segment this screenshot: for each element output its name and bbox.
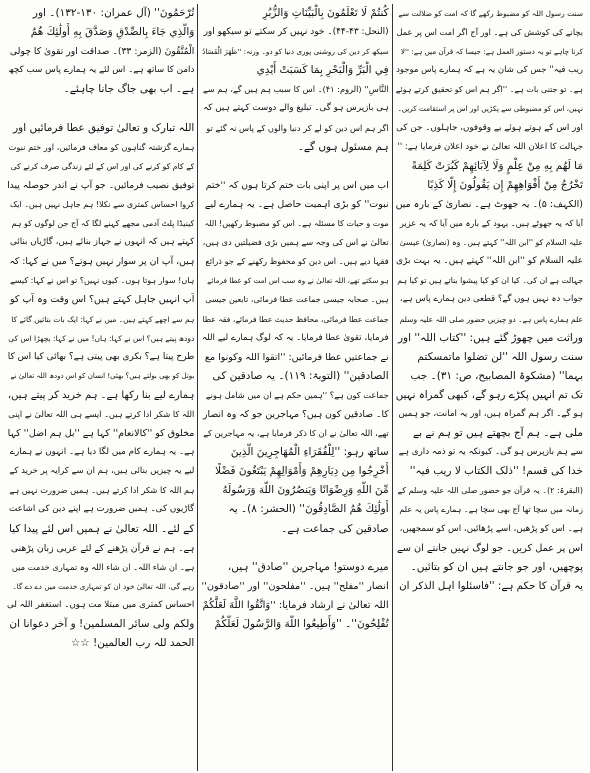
text-line: جواب دہ نہیں ہوں گے؟ قطعی دین ہمارے پاس ہے، <box>399 294 583 305</box>
text-line: مِّنَ اللَّهِ وَرِضْوَانًا وَيَنصُرُونَ اللَّهَ وَرَسُولَهُ <box>222 484 389 497</box>
text-column-left <box>4 4 197 771</box>
text-line: ہمارے گزشتہ گناہوں کو معاف فرمائیں، اور ختم نبوت <box>8 141 195 152</box>
text-line <box>7 99 194 118</box>
text-line: اور اس کے ہوتے ہوئے بے وقوفوں، جاہلوں۔ جن کی <box>396 122 583 133</box>
text-line: آیا کہ یہ جھوٹے ہیں۔ یہود کے بارہ میں آیا کہ یہ عزیر <box>399 218 583 229</box>
text-line: مخلوق کو ''کالانعام'' کہا ہے ''بل ہم اضل'' کہا <box>7 428 195 440</box>
text-column-middle <box>198 4 391 771</box>
text-line: صادقین کی جماعت ہے۔ <box>281 522 389 535</box>
text-line: تُرْحَمُونَ'' (آل عمران: ۱۳۰-۱۳۲)۔ اور <box>32 7 195 19</box>
text-line: الحمد للہ رب العالمین! ☆☆ <box>70 637 195 650</box>
text-line: جہالت کا اعلان اللہ تعالیٰ نے خود اعلان فرمایا ہے: '' <box>397 141 583 152</box>
text-line: ہے۔ یہ ہمارے کام میں لگا دیا ہے۔ انہوں نے ہمارے <box>9 447 195 458</box>
text-line: سنت رسول اللہ ''لن تضلوا ماتمسکتم <box>417 350 583 363</box>
text-line: اللہ تعالیٰ نے ارشاد فرمایا: ''وَاتَّقُوا اللَّهَ لَعَلَّكُمْ <box>202 599 389 611</box>
text-line: زمانہ میں سچا تھا آج بھی سچا ہے۔ ہمارے پاس یہ علم <box>399 505 583 515</box>
text-line: ہم مسئول ہوں گے۔ <box>297 140 389 153</box>
text-line: ہیں، آپ ان پر سوار نہیں ہوتے؟ میں نے کہا: کہ <box>9 256 195 268</box>
text-line: ریب فیہ'' جس کی شان یہ ہے کہ ہمارے پاس موجود <box>396 65 583 76</box>
text-line: ہیں۔ صحابہ جیسی جماعت عطا فرمائی، تابعین جیسی <box>205 295 389 305</box>
text-line: (الکہف: ۵)۔ یہ جھوٹ ہے۔ نصاریٰ کے بارہ میں <box>395 198 583 210</box>
text-column-right <box>393 4 586 771</box>
text-line: کرنا چاہے تو یہ دستور العمل ہے: جیسا کہ قرآن میں ہے: ''لا <box>400 47 583 57</box>
text-line: الْمُتَّقُونَ (الزمر: ۳۳)۔ صداقت اور تقویٰ کا چولی <box>9 46 195 58</box>
text-line: ہے۔ ان شاء اللہ۔ ان شاء اللہ وہ تمہاری خدمت میں <box>11 561 195 572</box>
text-line: سنت رسول اللہ کو مضبوط رکھے گا کہ امت کو ضلالت سے <box>398 9 583 18</box>
text-line: توفیق نصیب فرمائیں۔ جو آپ نے اندر حوصلہ پیدا <box>7 179 195 191</box>
text-line: بوتل کو بھی بولتے ہیں؟ بھئی! انسان کو اس دودھ اللہ تعالیٰ نے <box>10 371 195 380</box>
text-line: موت و حیات کا مسئلہ ہے۔ اس کو مضبوط رکھیں! اللہ <box>204 219 389 229</box>
text-line: ہاں! سوار ہوتا ہوں۔ کیوں نہیں؟ تو اس نے کہا: کیسے <box>10 276 195 286</box>
text-line: جماعت عطا فرمائی، محافظ حدیث عطا فرمائے، فقہ عطا <box>202 314 389 324</box>
text-line: اس پر عمل کریں۔ جو لوگ نہیں جانتے ان سے <box>396 542 583 554</box>
text-line: پوچھیں، اور جو جانتے ہیں ان کو بتائیں۔ <box>410 560 583 573</box>
text-line: سیکھ کر دین کی روشنی پوری دنیا کو دو۔ ورنہ: ''ظَهَرَ الْفَسَادُ <box>202 47 389 57</box>
text-line: (النحل: ۴۳-۴۴)۔ خود نہیں کر سکتے تو سیکھو اور <box>203 27 389 38</box>
text-line: کروا احساس کمتری سے نکلا! ہم جاہل نہیں ہیں۔ ایک <box>10 199 195 209</box>
text-line: فِي الْبَرِّ وَالْبَحْرِ بِمَا كَسَبَتْ أَيْدِي <box>256 64 389 77</box>
text-line: اللہ کا شکر ادا کرتے ہیں۔ ایسے ہی اللہ تعالیٰ نے اپنی <box>8 408 195 419</box>
text-line: تھے، اللہ تعالیٰ نے ان کا ذکر فرمایا ہے، یہ مہاجرین کے <box>203 428 389 439</box>
text-line: خدا کی قسم! ''ذلک الکتاب لا ریب فیہ'' <box>409 465 583 478</box>
text-line: طرح پیتا ہے؟ بکری بھی پیتی ہے؟ بھائی کیا اس کا <box>7 351 195 362</box>
text-line: سے ہم بازپرس ہو گی۔ کیونکہ یہ تو ذمہ داری ہے <box>398 447 583 458</box>
text-line: ہو سکتے تھے، اللہ تعالیٰ نے وہ سب اس امت کو عطا فرمائے <box>207 276 389 286</box>
text-line: احساس کمتری میں مبتلا مت ہوں۔ استغفر اللہ لی <box>7 599 195 610</box>
text-line: علم ہمارے پاس ہے۔ دو چیزیں حضور صلی اللہ علیہ وسلم <box>399 314 583 324</box>
text-line: گاڑیوں کی۔ ہمیں ضرورت ہے اپنے دین کی اشاعت <box>9 504 195 515</box>
text-line: وراثت میں چھوڑ گئے ہیں: ''کتاب اللہ'' اور <box>397 331 583 344</box>
text-line: ہم سے اچھے کہتے ہیں۔ میں نے کہا: ایک بات بتائیں گائے کا <box>11 314 195 324</box>
text-line: رہے گی، اللہ تعالیٰ خود ان کو تمہاری خدمت میں دے دے گا۔ <box>12 581 195 591</box>
text-line: انصار ''مفلح'' ہیں۔ ''مفلحون'' اور ''صادقون'' <box>201 580 389 592</box>
text-line: ہے۔ تو جتنی بات ہے۔ ''اگر ہم اس کو تحقیق کرتے ہوئے <box>395 85 583 95</box>
text-line: جہالت ہے ان کی۔ کیا ان کو کیا پیشوا بناتے ہیں تو کیا ہم <box>397 276 583 286</box>
text-line: النَّاسِ'' (الروم: ۴۱)۔ اس کا سبب ہم ہیں گے، ہم سے <box>202 84 389 95</box>
text-line: تُفْلِحُونَ''۔ ''وَأَطِيعُوا اللَّهَ وَالرَّسُولَ لَعَلَّكُمْ <box>214 618 389 630</box>
text-line: ہو گے۔ اگر ہم گمراہ ہیں، اور یہ امانت، جو ہمیں <box>398 408 583 419</box>
text-line: ملی ہے۔ ہم آج بچھتے ہیں تو ہم نے بے <box>413 427 583 440</box>
text-line: ہے۔ اس کو پڑھیں، اسے پڑھائیں، اس کو سمجھیں، <box>399 523 583 534</box>
text-line: علیہ السلام کو ''ابن اللہ'' کہتے ہیں۔ یہ بہت بڑی <box>395 256 583 267</box>
text-line: کہتے ہیں کہ انہوں نے جہاز بنائے ہیں، گاڑیاں بنائی <box>9 237 195 248</box>
text-line: کُنتُمْ لَا تَعْلَمُونَ بِالْبَیِّنَاتِ وَالزُّبُرِ <box>262 7 389 19</box>
text-line: ہم اللہ کا شکر ادا کرتے ہیں۔ ہمیں ضرورت نہیں ہے <box>9 485 195 496</box>
text-line: دامن کا ساتھ ہے۔ اس لئے یہ ہمارے پاس سب کچھ <box>8 65 195 76</box>
text-line: اب میں اس پر اپنی بات ختم کرتا ہوں کہ ''ختم <box>205 179 389 191</box>
text-line: نہیں، اس کو مضبوطی سے پکڑیں اور اس پر استقامت کریں۔ <box>397 104 583 114</box>
text-line: علیہ السلام کو ''ابن اللہ'' کہتے ہیں۔ وہ (نصاریٰ) عیسیٰ <box>399 238 583 248</box>
text-line: أُخْرِجُوا مِن دِيَارِهِمْ وَأَمْوَالِهِمْ يَبْتَغُونَ فَضْلًا <box>215 465 389 478</box>
text-line: ہے۔ اب بھی جاگ جانا چاہئے۔ <box>63 83 195 96</box>
text-line <box>201 157 388 176</box>
text-line: نے جماعتیں عطا فرمائیں: ''اتقوا اللہ وکونوا مع <box>204 351 389 363</box>
text-line: مَا لَهُم بِهِ مِنْ عِلْمٍ وَلَا لِآبَائِهِمْ كَبُرَتْ كَلِمَةً <box>411 159 583 172</box>
text-line: ہی بازپرس ہو گی۔ تبلیغ والے دوست کہتے ہیں کہ <box>203 103 389 114</box>
text-line: ہمارے لیے بنا رکھا ہے۔ ہم خرید کر پیتے ہیں، <box>7 389 195 401</box>
text-line: یہ قرآن کا حکم ہے: ''فاسئلوا اہل الذکر ان <box>399 579 583 592</box>
text-line: آپ انہیں جاہل کہتے ہیں؟ اس وقت وہ آپ کو <box>10 294 195 306</box>
text-line: دودھ پیتے ہیں؟ اس نے کہا: ہاں! میں نے کہا: بچھڑا اس کی <box>8 333 195 343</box>
text-line: ہے۔ ہم نے قرآن پڑھنے کے لئے عربی زبان پڑھنی <box>10 542 195 554</box>
text-line: فرمایا، تقویٰ عطا فرمایا۔ یہ کہ لوگ ہمارے لیے اللہ <box>201 332 389 343</box>
text-line: تک تم انہیں پکڑے رہو گے، کبھی گمراہ نہیں <box>395 388 583 401</box>
text-line: کینیڈا پلٹ آدمی مجھے کہنے لگا کہ آج جن لوگوں کو ہم <box>11 219 195 229</box>
text-line: ساتھ رہو: ''لِلْفُقَرَاءِ الْمُهَاجِرِينَ الَّذِينَ <box>230 446 389 459</box>
text-line: لیے یہ چیزیں بنائی ہیں، ہم ان سے کرایہ پر خرید کے <box>9 466 195 477</box>
text-line: اللہ تبارک و تعالیٰ توفیق عطا فرمائیں اور <box>13 121 195 134</box>
text-line: ولکم ولی سائر المسلمین! و آخر دعوانا ان <box>9 618 195 630</box>
text-line <box>201 539 388 558</box>
text-line: کا۔ صادقین کون ہیں؟ مہاجرین جو کہ وہ انصار <box>203 408 389 420</box>
text-line: اگر ہم اس دین کو لے کر دنیا والوں کے پاس نہ گئے تو <box>206 122 389 133</box>
text-line: جماعت کون ہے؟ ''ہمیں حکم ہے ان میں شامل ہونے <box>205 389 389 400</box>
text-line: وَالَّذِي جَاءَ بِالصِّدْقِ وَصَدَّقَ بِهِ أُولَٰئِكَ هُمُ <box>30 26 195 39</box>
text-line: (البقرۃ: ۲)۔ یہ قرآن جو حضور صلی اللہ علیہ وسلم کے <box>397 486 583 496</box>
text-line: کے لئے۔ اللہ تعالیٰ نے ہمیں اس لئے پیدا کیا <box>8 522 195 535</box>
text-line: بچانے کی کوشش کی ہے۔ اور آج اگر امت اس پر عمل <box>396 27 583 38</box>
text-line: بہما'' (مشکوۃ المصابیح، ص: ۳۱)۔ جب <box>410 369 583 382</box>
text-line: فقہا دیے ہیں۔ اس دین کو محفوظ رکھنے کے جو ذرائع <box>205 256 389 267</box>
text-line: میرے دوستو! مہاجرین ''صادق'' ہیں، <box>227 560 389 573</box>
text-line: أُولَٰئِكَ هُمُ الصَّادِقُونَ'' (الحشر: ۸)۔ یہ <box>228 503 389 516</box>
text-line: تعالیٰ نے اس کی وجہ سے ہمیں بڑی فضیلتیں دی ہیں، <box>202 237 389 248</box>
text-line: کے کام کو کرنے کی اور اس کے لئے زندگی صرف کرنے کی <box>10 161 195 171</box>
text-line: الصادقین'' (التوبۃ: ۱۱۹)۔ یہ صادقین کی <box>212 369 389 382</box>
text-line: نبوت'' کو بڑی اہمیت حاصل ہے۔ یہ ہمارے لیے <box>204 198 389 210</box>
text-line: تَخْرُجُ مِنْ أَفْوَاهِهِمْ إِن يَقُولُونَ إِلَّا كَذِبًا <box>427 178 583 191</box>
